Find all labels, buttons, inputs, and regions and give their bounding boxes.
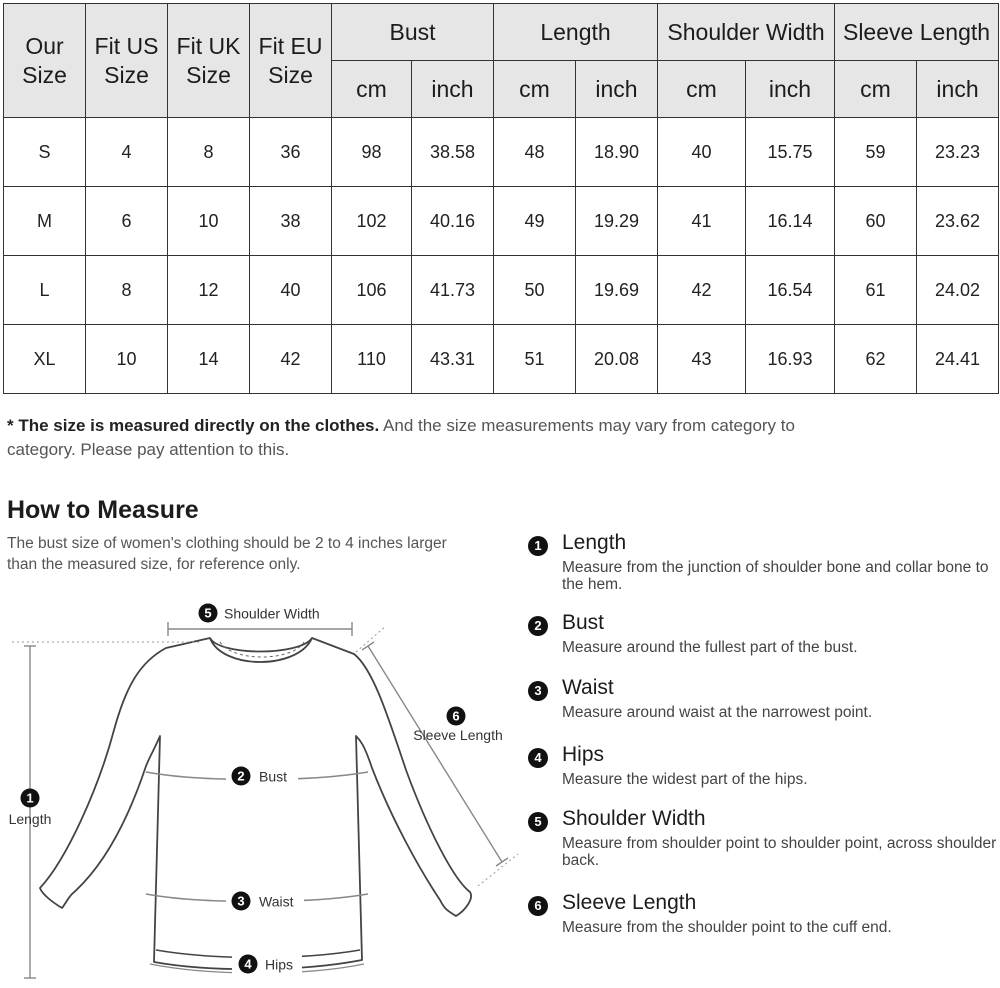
step-number: 3: [528, 681, 548, 701]
header-sleeve-cm: cm: [835, 61, 917, 118]
cell-our-size: M: [4, 187, 86, 256]
sleeve-marker-num: 6: [452, 708, 460, 724]
note-bold: * The size is measured directly on the clothes.: [7, 416, 380, 435]
cell-bust-cm: 98: [332, 118, 412, 187]
table-row: [4, 325, 999, 394]
waist-marker-num: 3: [237, 893, 245, 909]
reference-note: The bust size of women's clothing should be 2 to 4 inches larger than the measured size, for reference only.: [7, 535, 447, 573]
cell-fit-eu: 42: [250, 325, 332, 394]
sleeve-line: [368, 646, 502, 862]
step-title: Hips: [562, 743, 605, 766]
step-title: Bust: [562, 611, 605, 634]
cell-length-inch: 19.29: [576, 187, 658, 256]
waist-label: Waist: [259, 893, 294, 910]
cell-fit-uk: 14: [168, 325, 250, 394]
cell-sleeve-cm: 59: [835, 118, 917, 187]
header-length: Length: [494, 4, 658, 61]
cell-bust-inch: 43.31: [412, 325, 494, 394]
sleeve-tick-top: [362, 642, 374, 650]
header-fit-uk: Fit UK Size: [168, 4, 250, 118]
step-number: 2: [528, 616, 548, 636]
cell-shoulder-cm: 43: [658, 325, 746, 394]
header-length-inch: inch: [576, 61, 658, 118]
cell-shoulder-inch: 16.14: [746, 187, 835, 256]
header-fit-eu: Fit EU Size: [250, 4, 332, 118]
cell-sleeve-inch: 24.41: [917, 325, 999, 394]
cell-sleeve-cm: 61: [835, 256, 917, 325]
cell-bust-cm: 110: [332, 325, 412, 394]
step-title: Sleeve Length: [562, 891, 697, 914]
step-title: Waist: [562, 676, 614, 699]
cell-our-size: S: [4, 118, 86, 187]
step-desc: Measure around waist at the narrowest point.: [562, 704, 873, 721]
cell-length-cm: 48: [494, 118, 576, 187]
step-desc: Measure around the fullest part of the bust.: [562, 639, 858, 656]
cell-length-cm: 50: [494, 256, 576, 325]
cell-bust-cm: 106: [332, 256, 412, 325]
sleeve-guide-bottom: [478, 854, 518, 886]
cell-shoulder-cm: 42: [658, 256, 746, 325]
cell-fit-uk: 10: [168, 187, 250, 256]
step-title: Shoulder Width: [562, 807, 706, 830]
header-sleeve-length: Sleeve Length: [835, 4, 999, 61]
step-desc: Measure from the junction of shoulder bone and collar bone to the hem.: [562, 559, 989, 593]
bust-label: Bust: [259, 768, 288, 785]
cell-sleeve-cm: 60: [835, 187, 917, 256]
cell-fit-us: 6: [86, 187, 168, 256]
header-shoulder-cm: cm: [658, 61, 746, 118]
cell-fit-us: 4: [86, 118, 168, 187]
cell-length-cm: 51: [494, 325, 576, 394]
table-row: [4, 187, 999, 256]
cell-fit-uk: 8: [168, 118, 250, 187]
step-desc: Measure from shoulder point to shoulder point, across shoulder back.: [562, 835, 997, 869]
step-number: 1: [528, 536, 548, 556]
step-title: Length: [562, 531, 627, 554]
header-bust: Bust: [332, 4, 494, 61]
how-to-measure-title: How to Measure: [7, 496, 199, 524]
step-number: 5: [528, 812, 548, 832]
sweater-outline: [40, 638, 471, 969]
cell-fit-eu: 40: [250, 256, 332, 325]
cell-our-size: L: [4, 256, 86, 325]
hips-label: Hips: [265, 956, 294, 973]
cell-bust-inch: 40.16: [412, 187, 494, 256]
cell-shoulder-cm: 41: [658, 187, 746, 256]
size-rows: [4, 118, 999, 394]
sweater-diagram: [0, 590, 520, 988]
header-bust-cm: cm: [332, 61, 412, 118]
cell-fit-uk: 12: [168, 256, 250, 325]
cell-length-inch: 18.90: [576, 118, 658, 187]
header-shoulder-inch: inch: [746, 61, 835, 118]
cell-shoulder-inch: 16.54: [746, 256, 835, 325]
size-chart-table: [3, 3, 999, 394]
header-sleeve-inch: inch: [917, 61, 999, 118]
cell-fit-us: 10: [86, 325, 168, 394]
length-marker-num: 1: [26, 790, 34, 806]
cell-length-cm: 49: [494, 187, 576, 256]
cell-length-inch: 19.69: [576, 256, 658, 325]
sleeve-label: Sleeve Length: [413, 727, 503, 743]
cell-length-inch: 20.08: [576, 325, 658, 394]
header-bust-inch: inch: [412, 61, 494, 118]
step-number: 6: [528, 896, 548, 916]
bust-marker-num: 2: [237, 768, 245, 784]
table-row: [4, 118, 999, 187]
hips-marker-num: 4: [244, 956, 252, 972]
shoulder-label: Shoulder Width: [224, 605, 320, 622]
step-desc: Measure the widest part of the hips.: [562, 771, 808, 788]
shoulder-marker-num: 5: [204, 605, 212, 621]
sleeve-guide-top: [356, 626, 386, 652]
cell-sleeve-inch: 23.62: [917, 187, 999, 256]
cell-bust-inch: 38.58: [412, 118, 494, 187]
header-fit-us: Fit US Size: [86, 4, 168, 118]
cell-bust-inch: 41.73: [412, 256, 494, 325]
step-desc: Measure from the shoulder point to the cuff end.: [562, 919, 892, 936]
cell-sleeve-inch: 23.23: [917, 118, 999, 187]
header-our-size: Our Size: [4, 4, 86, 118]
note-rest: And the size measurements may vary from category to category. Please pay attention to this.: [7, 416, 795, 459]
header-length-cm: cm: [494, 61, 576, 118]
cell-shoulder-inch: 16.93: [746, 325, 835, 394]
cell-sleeve-inch: 24.02: [917, 256, 999, 325]
collar: [210, 638, 312, 662]
cell-shoulder-inch: 15.75: [746, 118, 835, 187]
cell-fit-eu: 38: [250, 187, 332, 256]
sleeve-tick-bottom: [496, 858, 508, 866]
cell-fit-eu: 36: [250, 118, 332, 187]
table-row: [4, 256, 999, 325]
header-shoulder-width: Shoulder Width: [658, 4, 835, 61]
measurement-note: [7, 414, 807, 462]
step-number: 4: [528, 748, 548, 768]
cell-our-size: XL: [4, 325, 86, 394]
cell-shoulder-cm: 40: [658, 118, 746, 187]
cell-fit-us: 8: [86, 256, 168, 325]
cell-sleeve-cm: 62: [835, 325, 917, 394]
cell-bust-cm: 102: [332, 187, 412, 256]
length-label: Length: [8, 811, 52, 827]
